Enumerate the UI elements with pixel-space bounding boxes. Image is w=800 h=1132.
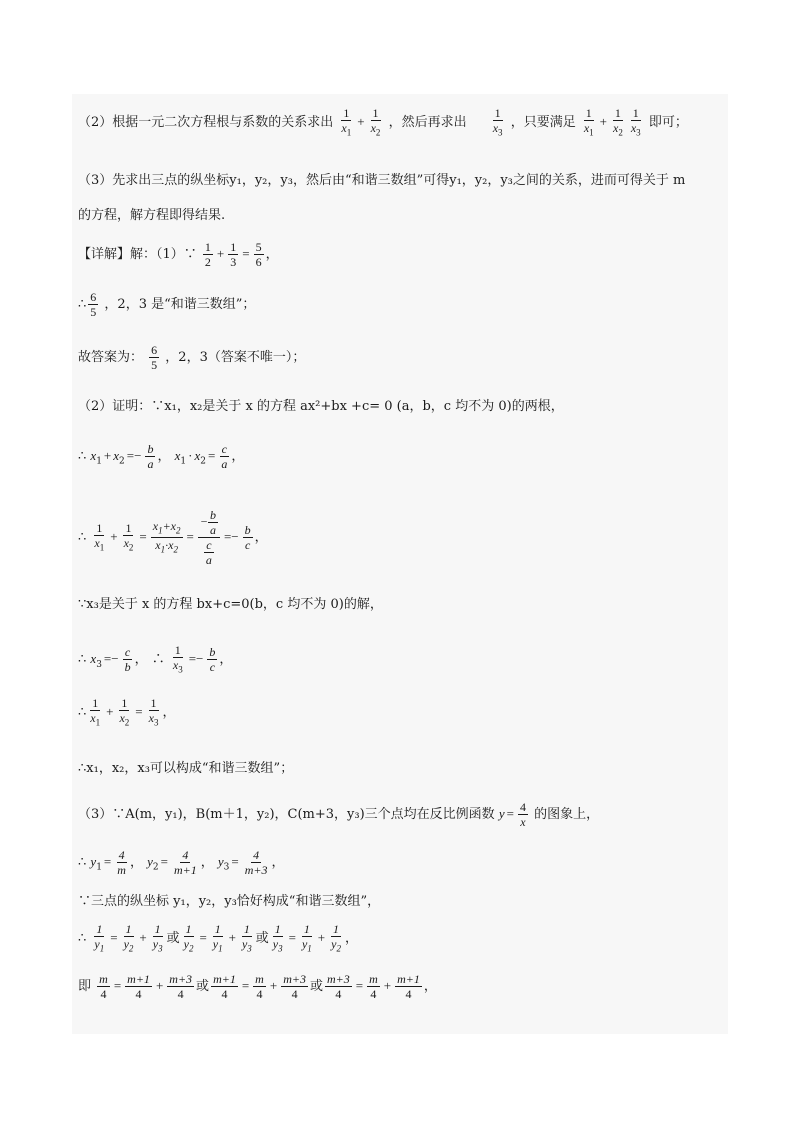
frac-1-2: $\frac{1}{2}$ xyxy=(204,240,211,269)
detail-line-1: 【详解】解：（1）∵ $\frac{1}{2}$ + $\frac{1}{3}$ = $\frac{5}{6}$ ， xyxy=(78,240,279,269)
hint-2-text-c: ，只要满足 xyxy=(510,115,576,131)
frac-1-x2: $\frac{1}{x_2}$ xyxy=(370,106,381,138)
frac-b-a: $\frac{b}{a}$ xyxy=(147,442,154,471)
frac-1-y1: $\frac{1}{y_1}$ xyxy=(94,922,105,954)
hint-2-text-b: ，然后再求出 xyxy=(388,115,467,131)
hint-line-2: （2）根据一元二次方程根与系数的关系求出 $\frac{1}{x_1}$ + $\frac{1}{x_2}$ ，然后再求出 $\frac{1}{x_3}$ ，只要满足 $\frac{1}{x_1}$ + $\frac{1}{x_2}$ $\frac{1}{x_3}$ 即可； xyxy=(78,106,688,138)
proof-line-2: ∴ $x_1 + x_2$ =− $\frac{b}{a}$ ， $x_1 \cdot x_2$ = $\frac{c}{a}$ ， xyxy=(78,442,245,471)
frac-5-6: $\frac{5}{6}$ xyxy=(255,240,262,269)
frac-4-m1: $\frac{4}{m+1}$ xyxy=(173,848,197,877)
answer-text: 故答案为： xyxy=(78,350,144,365)
proof-line-6: ∴ $\frac{1}{x_1}$ + $\frac{1}{x_2}$ = $\frac{1}{x_3}$ ， xyxy=(78,696,176,728)
frac-1-x2-d: $\frac{1}{x_2}$ xyxy=(119,696,130,728)
answer-line xyxy=(78,343,305,372)
frac-1-x1: $\frac{1}{x_1}$ xyxy=(341,106,352,138)
frac-1-x1-c: $\frac{1}{x_1}$ xyxy=(94,520,105,553)
frac-4-m3: $\frac{4}{m+3}$ xyxy=(244,848,268,877)
proof-line-4: ∵x₃是关于 x 的方程 bx+c=0(b，c 均不为 0)的解， xyxy=(78,597,383,612)
frac-c-a: $\frac{c}{a}$ xyxy=(221,442,228,471)
frac-6-5-b: $\frac{6}{5}$ xyxy=(151,343,158,372)
part3-line-4: ∴ $\frac{1}{y_1}$ = $\frac{1}{y_2}$ + $\frac{1}{y_3}$ 或 $\frac{1}{y_2}$ = $\frac{1}{y_1}$ + $\frac{1}{y_3}$ 或 $\frac{1}{y_3}$ = $\frac{1}{y_1}$ + $\frac{1}{y_2}$ ， xyxy=(78,922,358,954)
frac-1-x2-c: $\frac{1}{x_2}$ xyxy=(123,520,134,553)
detail-2-text: ，2，3 是“和谐三数组”； xyxy=(104,297,256,312)
hint-2-text: （2）根据一元二次方程根与系数的关系求出 xyxy=(78,115,334,131)
answer-text-b: ，2，3（答案不唯一）； xyxy=(165,350,306,365)
part3-text: （3）∵A(m，y₁)，B(m＋1，y₂)，C(m+3，y₃)三个点均在反比例函数 xyxy=(78,807,495,822)
part3-line-3: ∵三点的纵坐标 y₁，y₂，y₃恰好构成“和谐三数组”， xyxy=(78,894,381,909)
hint-2-text-d: 即可； xyxy=(648,115,688,131)
frac-1-x2-b: $\frac{1}{x_2}$ xyxy=(613,106,623,138)
hint-line-3b: 的方程，解方程即得结果. xyxy=(78,208,226,223)
proof-line-1: （2）证明：∵x₁，x₂是关于 x 的方程 ax²+bx +c= 0 (a，b，c 均不为 0)的两根， xyxy=(78,399,564,414)
frac-4-x: $\frac{4}{x}$ xyxy=(519,800,526,829)
frac-1-x1-b: $\frac{1}{x_1}$ xyxy=(583,106,594,138)
frac-1-y3: $\frac{1}{y_3}$ xyxy=(152,922,163,954)
part3-line-2: ∴ $y_1$ = $\frac{4}{m}$ ， $y_2$ = $\frac{4}{m+1}$ ， $y_3$ = $\frac{4}{m+3}$ ， xyxy=(78,848,285,877)
part3-text-b: 的图象上， xyxy=(534,807,600,822)
frac-1-y2: $\frac{1}{y_2}$ xyxy=(123,922,134,954)
frac-6-5: $\frac{6}{5}$ xyxy=(90,290,97,319)
frac-1-x3-c: $\frac{1}{x_3}$ xyxy=(172,643,183,675)
frac-4-m: $\frac{4}{m}$ xyxy=(117,848,126,877)
frac-sum-over-product: $\frac{x_1+x_2}{x_1\cdot x_2}$ xyxy=(152,518,181,555)
frac-1-x3-d: $\frac{1}{x_3}$ xyxy=(148,696,159,728)
frac-nested: − $\frac{b}{a}$ $\frac{c}{a}$ xyxy=(198,508,220,567)
part3-line-5: 即 $\frac{m}{4}$ = $\frac{m+1}{4}$ + $\frac{m+3}{4}$ 或 $\frac{m+1}{4}$ = $\frac{m}{4}$ + $\frac{m+3}{4}$ 或 $\frac{m+3}{4}$ = $\frac{m}{4}$ + $\frac{m+1}{4}$ ， xyxy=(78,972,437,1001)
frac-1-x1-d: $\frac{1}{x_1}$ xyxy=(90,696,101,728)
frac-1-3: $\frac{1}{3}$ xyxy=(230,240,237,269)
frac-b-c-b: $\frac{b}{c}$ xyxy=(209,645,216,675)
frac-1-x3: $\frac{1}{x_3}$ xyxy=(492,106,503,138)
frac-c-b: $\frac{c}{b}$ xyxy=(124,645,131,675)
proof-conclusion: ∴x₁，x₂，x₃可以构成“和谐三数组”； xyxy=(78,761,294,776)
part3-line-1: （3）∵A(m，y₁)，B(m＋1，y₂)，C(m+3，y₃)三个点均在反比例函数 y = $\frac{4}{x}$ 的图象上， xyxy=(78,800,600,829)
hint-line-3: （3）先求出三点的纵坐标y₁，y₂，y₃，然后由“和谐三数组”可得y₁，y₂，y₃之间的关系，进而可得关于 m xyxy=(78,173,686,188)
proof-line-5: ∴ $x_3$ =− $\frac{c}{b}$ ， ∴ $\frac{1}{x_3}$ =− $\frac{b}{c}$ ， xyxy=(78,643,233,675)
therefore-sign: ∴ xyxy=(78,931,87,947)
proof-line-3: ∴ $\frac{1}{x_1}$ + $\frac{1}{x_2}$ = $\frac{x_1+x_2}{x_1\cdot x_2}$ = − $\frac{b}{a}$ $\frac{c}{a}$ =− $\frac{b}{c}$ ， xyxy=(78,508,268,567)
detail-line-2: ∴ $\frac{6}{5}$ ，2，3 是“和谐三数组”； xyxy=(78,290,256,319)
frac-b-c: $\frac{b}{c}$ xyxy=(244,523,251,552)
detail-1-text: 【详解】解：（1）∵ xyxy=(78,247,197,262)
namely-text: 即 xyxy=(78,979,92,994)
frac-1-x3-b: $\frac{1}{x_3}$ xyxy=(630,106,641,138)
